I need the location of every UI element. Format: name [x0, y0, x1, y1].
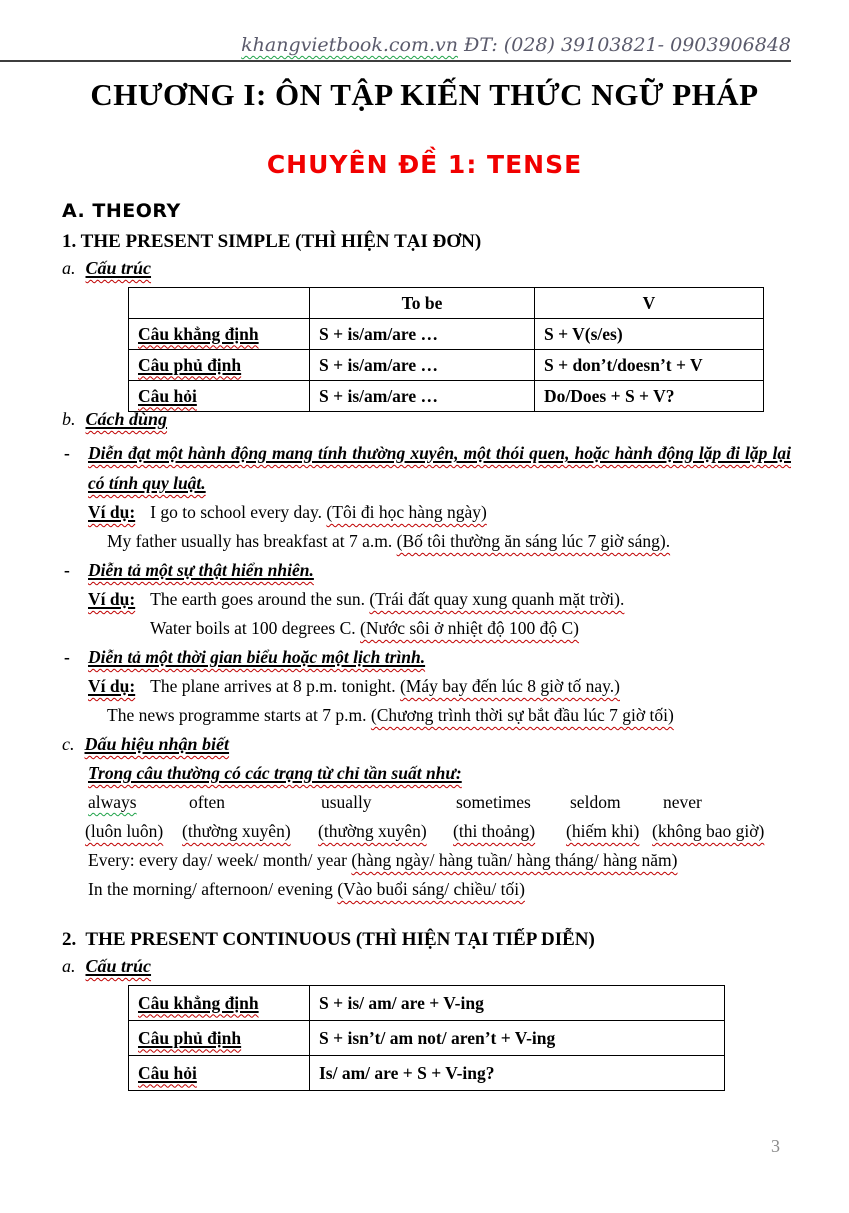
every-english: Every: every day/ week/ month/ year: [88, 850, 352, 870]
example-line: [62, 672, 791, 701]
item-letter: c.: [62, 734, 75, 754]
section2-structure-label: [62, 956, 151, 977]
example-vietnamese: (Tôi đi học hàng ngày): [326, 502, 487, 522]
example-label: Ví dụ:: [88, 502, 136, 522]
v-cell: S + V(s/es): [535, 319, 764, 350]
row-label-cell: [129, 986, 310, 1021]
inthe-vietnamese: (Vào buổi sáng/ chiều/ tối): [337, 879, 525, 899]
item-letter: b.: [62, 409, 76, 429]
formula-cell: Is/ am/ are + S + V-ing?: [310, 1056, 725, 1091]
example-line: [62, 614, 791, 643]
example-vietnamese: (Trái đất quay xung quanh mặt trời).: [369, 589, 625, 609]
adverb-translation: (thường xuyên): [182, 821, 291, 841]
adverb: never: [663, 792, 702, 812]
example-label: Ví dụ:: [88, 589, 136, 609]
rule-text: Diễn tả một thời gian biểu hoặc một lịch trình.: [88, 647, 426, 667]
bullet-dash: -: [64, 560, 70, 580]
usage-rule-2: [62, 556, 791, 585]
item-title: Cấu trúc: [85, 956, 152, 976]
example-vietnamese: (Máy bay đến lúc 8 giờ tố nay.): [399, 676, 620, 696]
inthe-line: [62, 875, 791, 904]
signal-words-block: [62, 730, 791, 904]
adverb-translation: (luôn luôn): [85, 821, 164, 841]
example-line: [62, 527, 791, 556]
section1-structure-label: [62, 258, 151, 279]
intro-text: Trong câu thường có các trạng từ chỉ tần suất như:: [88, 763, 462, 783]
item-letter: a.: [62, 956, 76, 976]
header-phone: ĐT: (028) 39103821- 0903906848: [458, 34, 791, 56]
bullet-dash: -: [64, 647, 70, 667]
section1-heading: 1. THE PRESENT SIMPLE (THÌ HIỆN TẠI ĐƠN): [62, 231, 482, 252]
example-english: The earth goes around the sun.: [150, 589, 370, 609]
page-header: [0, 34, 791, 62]
example-english: I go to school every day.: [150, 502, 327, 522]
row-label: Câu khẳng định: [138, 323, 259, 344]
table-row: [129, 381, 764, 412]
section1-signs-label: [62, 730, 791, 759]
example-vietnamese: (Chương trình thời sự bắt đầu lúc 7 giờ tối): [370, 705, 674, 725]
table-row: [129, 1021, 725, 1056]
tobe-cell: S + is/am/are …: [310, 381, 535, 412]
row-label-cell: [129, 1021, 310, 1056]
usage-rule-1: [62, 438, 791, 498]
header-empty-cell: [129, 288, 310, 319]
example-english: The news programme starts at 7 p.m.: [107, 705, 371, 725]
every-vietnamese: (hàng ngày/ hàng tuần/ hàng tháng/ hàng năm): [351, 850, 678, 870]
every-line: [62, 846, 791, 875]
section2-heading: 2. THE PRESENT CONTINUOUS (THÌ HIỆN TẠI TIẾP DIỄN): [62, 929, 595, 950]
row-label: Câu phủ định: [138, 1027, 242, 1048]
item-title: Dấu hiệu nhận biết: [84, 734, 230, 754]
example-line: [62, 498, 791, 527]
example-line: [62, 585, 791, 614]
row-label-cell: [129, 319, 310, 350]
header-v-cell: V: [535, 288, 764, 319]
v-cell: Do/Does + S + V?: [535, 381, 764, 412]
row-label: Câu phủ định: [138, 354, 242, 375]
adverb: seldom: [570, 792, 621, 812]
adverb-translation: (không bao giờ): [652, 821, 765, 841]
tobe-cell: S + is/am/are …: [310, 350, 535, 381]
section1-usage-label: [62, 409, 167, 430]
row-label: Câu khẳng định: [138, 992, 259, 1013]
row-label: Câu hỏi: [138, 385, 197, 406]
page-number: 3: [771, 1136, 780, 1156]
item-letter: a.: [62, 258, 76, 278]
adverb: always: [88, 792, 137, 812]
row-label-cell: [129, 350, 310, 381]
row-label-cell: [129, 381, 310, 412]
row-label: Câu hỏi: [138, 1062, 197, 1083]
usage-rule-3: [62, 643, 791, 672]
adverb: often: [189, 792, 225, 812]
item-title: Cách dùng: [85, 409, 168, 429]
topic-title: CHUYÊN ĐỀ 1: TENSE: [266, 150, 583, 179]
signs-intro: [62, 759, 791, 788]
adverb: usually: [321, 792, 372, 812]
example-english: The plane arrives at 8 p.m. tonight.: [150, 676, 400, 696]
chapter-title: CHƯƠNG I: ÔN TẬP KIẾN THỨC NGỮ PHÁP: [90, 77, 759, 112]
usage-list: [62, 438, 791, 730]
example-english: Water boils at 100 degrees C.: [150, 618, 360, 638]
example-vietnamese: (Nước sôi ở nhiệt độ 100 độ C): [360, 618, 580, 638]
frequency-adverbs-row: [62, 788, 791, 817]
present-simple-table: [128, 287, 764, 412]
table-row: [129, 350, 764, 381]
example-vietnamese: (Bố tôi thường ăn sáng lúc 7 giờ sáng).: [396, 531, 671, 551]
table-header-row: [129, 288, 764, 319]
inthe-english: In the morning/ afternoon/ evening: [88, 879, 338, 899]
table-row: [129, 319, 764, 350]
bullet-dash: -: [64, 443, 70, 463]
header-website: khangvietbook.com.vn: [241, 34, 458, 56]
theory-heading: A. THEORY: [62, 200, 181, 222]
adverb-translation: (thường xuyên): [318, 821, 427, 841]
item-title: Cấu trúc: [85, 258, 152, 278]
table-row: [129, 986, 725, 1021]
example-english: My father usually has breakfast at 7 a.m.: [107, 531, 397, 551]
frequency-translations-row: [62, 817, 791, 846]
formula-cell: S + isn’t/ am not/ aren’t + V-ing: [310, 1021, 725, 1056]
tobe-cell: S + is/am/are …: [310, 319, 535, 350]
v-cell: S + don’t/doesn’t + V: [535, 350, 764, 381]
present-continuous-table: [128, 985, 725, 1091]
rule-text: Diễn tả một sự thật hiển nhiên.: [88, 560, 314, 580]
row-label-cell: [129, 1056, 310, 1091]
example-line: [62, 701, 791, 730]
adverb: sometimes: [456, 792, 531, 812]
formula-cell: S + is/ am/ are + V-ing: [310, 986, 725, 1021]
example-label: Ví dụ:: [88, 676, 136, 696]
header-tobe-cell: To be: [310, 288, 535, 319]
adverb-translation: (thi thoảng): [453, 821, 536, 841]
adverb-translation: (hiếm khi): [566, 821, 640, 841]
rule-text: Diễn đạt một hành động mang tính thường xuyên, một thói quen, hoặc hành động lặp đi lặp lại có tính quy luật.: [88, 443, 791, 493]
table-row: [129, 1056, 725, 1091]
